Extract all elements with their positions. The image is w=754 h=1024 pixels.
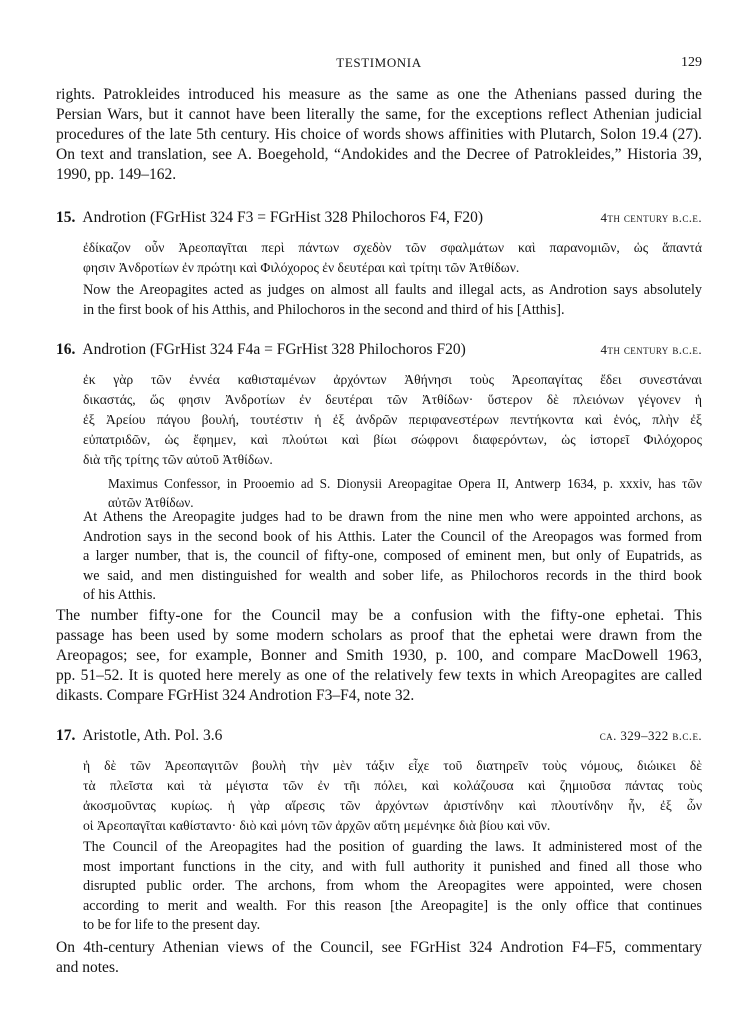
translation-line: disrupted public order. The archons, from whom the Areopagites were appointed, were chosen [83,878,702,894]
translation-line: The Council of the Areopagites had the position of guarding the laws. It administered most of the [83,839,702,855]
text-line: 1990, pp. 149–162. [56,166,177,183]
greek-text [83,238,702,278]
note-line: αὐτῶν Ἀτθίδων. [108,495,194,510]
translation-line: in the first book of his Atthis, and Philochoros in the second and third of his [Atthis]. [83,301,565,318]
entry-heading [56,339,702,361]
greek-line: ἐκ γὰρ τῶν ἐννέα καθισταμένων ἀρχόντων Ἀθήνησι τοὺς Ἀρεοπαγίτας ἔδει συνεστάναι [83,372,702,387]
greek-line: φησιν Ἀνδροτίων ἐν πρώτηι καὶ Φιλόχορος ἐν δευτέραι καὶ τρίτηι τῶν Ἀτθίδων. [83,260,520,275]
translation-line: of his Atthis. [83,587,156,603]
entry-source: Androtion (FGrHist 324 F3 = FGrHist 328 Philochoros F4, F20) [82,209,483,226]
translation [83,281,702,320]
translation [83,508,702,606]
greek-line: ἀκοσμοῦντας κυρίως. ἡ γὰρ αἵρεσις τῶν ἀρχόντων ἀριστίνδην καὶ πλουτίνδην ἦν, ἐξ ὧν [83,798,702,813]
text-line: procedures of the late 5th century. His choice of words shows affinities with Plutarch, Solon 19.4 (27). [56,126,702,143]
text-line: The number fifty-one for the Council may be a confusion with the fifty-one ephetai. This [56,607,702,624]
entry-source: Aristotle, Ath. Pol. 3.6 [82,727,223,744]
commentary-paragraph [56,938,702,978]
greek-line: ἐξ Ἀρείου πάγου βουλή, τουτέστιν ἡ ἐξ ἀνδρῶν περιφανεστέρων πεντήκοντα καὶ ἑνός, πλὴν ἐξ [83,412,702,427]
text-line: Areopagos; see, for example, Bonner and Smith 1930, p. 100, and compare MacDowell 1963, [56,647,702,664]
greek-line: διὰ τῆς τρίτης τῶν αὐτοῦ Ἀτθίδων. [83,452,273,467]
text-line: passage has been used by some modern scholars as proof that the ephetai were drawn from the [56,627,702,644]
entry-date: 4th century b.c.e. [600,342,702,357]
translation-line: we said, and men distinguished for wealth and sober life, as Philochoros records in the third book [83,567,702,584]
translation-line: most important functions in the city, and with full authority it punished and fined all those who [83,858,702,875]
translation [83,838,702,936]
greek-text [83,370,702,470]
running-title: TESTIMONIA [336,55,422,70]
greek-line: οἱ Ἀρεοπαγῖται καθίσταντο· διὸ καὶ μόνη τῶν ἀρχῶν αὕτη μεμένηκε διὰ βίου καὶ νῦν. [83,818,551,833]
text-line: and notes. [56,959,119,976]
text-line: On text and translation, see A. Boegehold, “Andokides and the Decree of Patrokleides,” Historia 39, [56,146,702,163]
greek-line: τὰ πλεῖστα καὶ τὰ μέγιστα τῶν ἐν τῆι πόλει, καὶ κολάζουσα καὶ ζημιοῦσα πάντας τοὺς [83,778,702,793]
text-line: rights. Patrokleides introduced his measure as the same as one the Athenians passed during the [56,86,702,103]
translation-line: At Athens the Areopagite judges had to be drawn from the nine men who were appointed archons, as [83,509,702,525]
greek-line: δικαστάς, ὥς φησιν Ἀνδροτίων ἐν δευτέραι τῶν Ἀτθίδων· ὕστερον δὲ πλειόνων γέγονεν ἡ [83,392,702,407]
text-line: pp. 51–52. It is quoted here merely as one of the relatively few texts in which Areopagites are called [56,667,702,684]
entry-date: ca. 329–322 b.c.e. [599,728,702,743]
text-line: dikasts. Compare FGrHist 324 Androtion F3–F4, note 32. [56,687,415,704]
translation-line: a larger number, that is, the council of fifty-one, composed of eminent men, but only of Eupatrids, as [83,548,702,564]
greek-line: ἐδίκαζον οὖν Ἀρεοπαγῖται περὶ πάντων σχεδὸν τῶν σφαλμάτων καὶ παρανομιῶν, ὡς ἅπαντά [83,240,702,255]
translation-line: according to merit and wealth. For this reason [the Areopagite] is the only office that continues [83,897,702,914]
greek-text [83,756,702,836]
entry-date: 4th century b.c.e. [600,210,702,225]
text-line: On 4th-century Athenian views of the Council, see FGrHist 324 Androtion F4–F5, commentary [56,939,702,956]
entry-number: 16. [56,341,76,358]
text-line: Persian Wars, but it cannot have been literally the same, for the exceptions reflect Athenian judicial [56,106,702,123]
entry-heading [56,207,702,229]
greek-line: εὐπατριδῶν, ὡς ἔφημεν, καὶ πλούτωι καὶ βίωι σώφρονι διαφερόντων, ὡς ἱστορεῖ Φιλόχορος [83,432,702,447]
commentary-paragraph [56,606,702,706]
page-header [56,55,702,77]
entry-number: 17. [56,727,76,744]
page-number: 129 [681,55,702,70]
translation-line: to be for life to the present day. [83,917,261,933]
textual-note [108,474,702,512]
entry-heading [56,725,702,747]
translation-line: Androtion says in the second book of his Atthis. Later the Council of the Areopagos was formed from [83,528,702,545]
intro-paragraph [56,85,702,185]
translation-line: Now the Areopagites acted as judges on almost all faults and illegal acts, as Androtion says absolutely [83,282,702,298]
greek-line: ἡ δὲ τῶν Ἀρεοπαγιτῶν βουλὴ τὴν μὲν τάξιν εἶχε τοῦ διατηρεῖν τοὺς νόμους, διώικει δὲ [83,758,702,773]
entry-number: 15. [56,209,76,226]
entry-source: Androtion (FGrHist 324 F4a = FGrHist 328 Philochoros F20) [82,341,466,358]
note-line: Maximus Confessor, in Prooemio ad S. Dionysii Areopagitae Opera II, Antwerp 1634, p. xxxiv, has τῶν [108,476,702,491]
